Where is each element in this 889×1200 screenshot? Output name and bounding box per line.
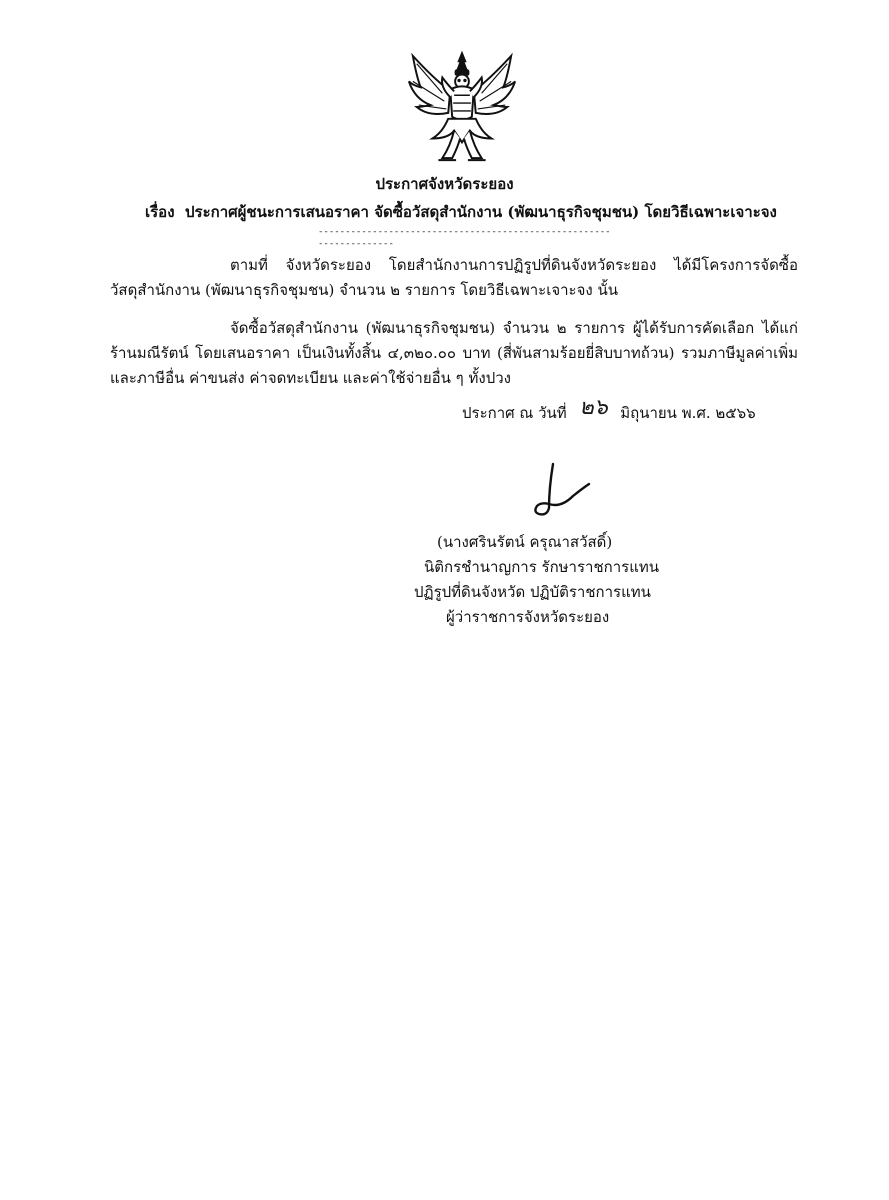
date-day-handwritten: ๒๖ (579, 395, 608, 420)
date-prefix: ประกาศ ณ วันที่ (462, 404, 567, 422)
issuer-title: ประกาศจังหวัดระยอง (375, 175, 514, 193)
divider-line: -------------------------------------------------------------------- (318, 227, 611, 249)
subject-label: เรื่อง (145, 203, 175, 221)
garuda-emblem-icon (403, 48, 521, 166)
para2-line3: และภาษีอื่น ค่าขนส่ง ค่าจดทะเบียน และค่าใช้จ่ายอื่น ๆ ทั้งปวง (110, 369, 511, 387)
para2-line2: ร้านมณีรัตน์ โดยเสนอราคา เป็นเงินทั้งสิ้น ๔,๓๒๐.๐๐ บาท (สี่พันสามร้อยยี่สิบบาทถ้วน) รวมภาษีมูลค่าเพิ่ม (110, 344, 798, 362)
para2-line1: จัดซื้อวัสดุสำนักงาน (พัฒนาธุรกิจชุมชน) จำนวน ๒ รายการ ผู้ได้รับการคัดเลือก ได้แก่ (230, 319, 798, 337)
signatory-title-2: ปฏิรูปที่ดินจังหวัด ปฏิบัติราชการแทน (414, 583, 651, 601)
date-month-year: มิถุนายน พ.ศ. ๒๕๖๖ (620, 404, 756, 422)
signatory-title-3: ผู้ว่าราชการจังหวัดระยอง (446, 608, 610, 626)
handwritten-signature (525, 458, 595, 522)
para1-line2: วัสดุสำนักงาน (พัฒนาธุรกิจชุมชน) จำนวน ๒ รายการ โดยวิธีเฉพาะเจาะจง นั้น (110, 281, 619, 299)
para1-line1: ตามที่ จังหวัดระยอง โดยสำนักงานการปฏิรูปที่ดินจังหวัดระยอง ได้มีโครงการจัดซื้อ (230, 256, 798, 274)
signatory-name: (นางศรินรัตน์ ครุณาสวัสดิ์) (437, 533, 613, 551)
subject-text: ประกาศผู้ชนะการเสนอราคา จัดซื้อวัสดุสำนักงาน (พัฒนาธุรกิจชุมชน) โดยวิธีเฉพาะเจาะจง (184, 203, 777, 221)
subject-line (145, 202, 777, 222)
date-line (462, 395, 756, 423)
signatory-title-1: นิติกรชำนาญการ รักษาราชการแทน (424, 558, 660, 576)
